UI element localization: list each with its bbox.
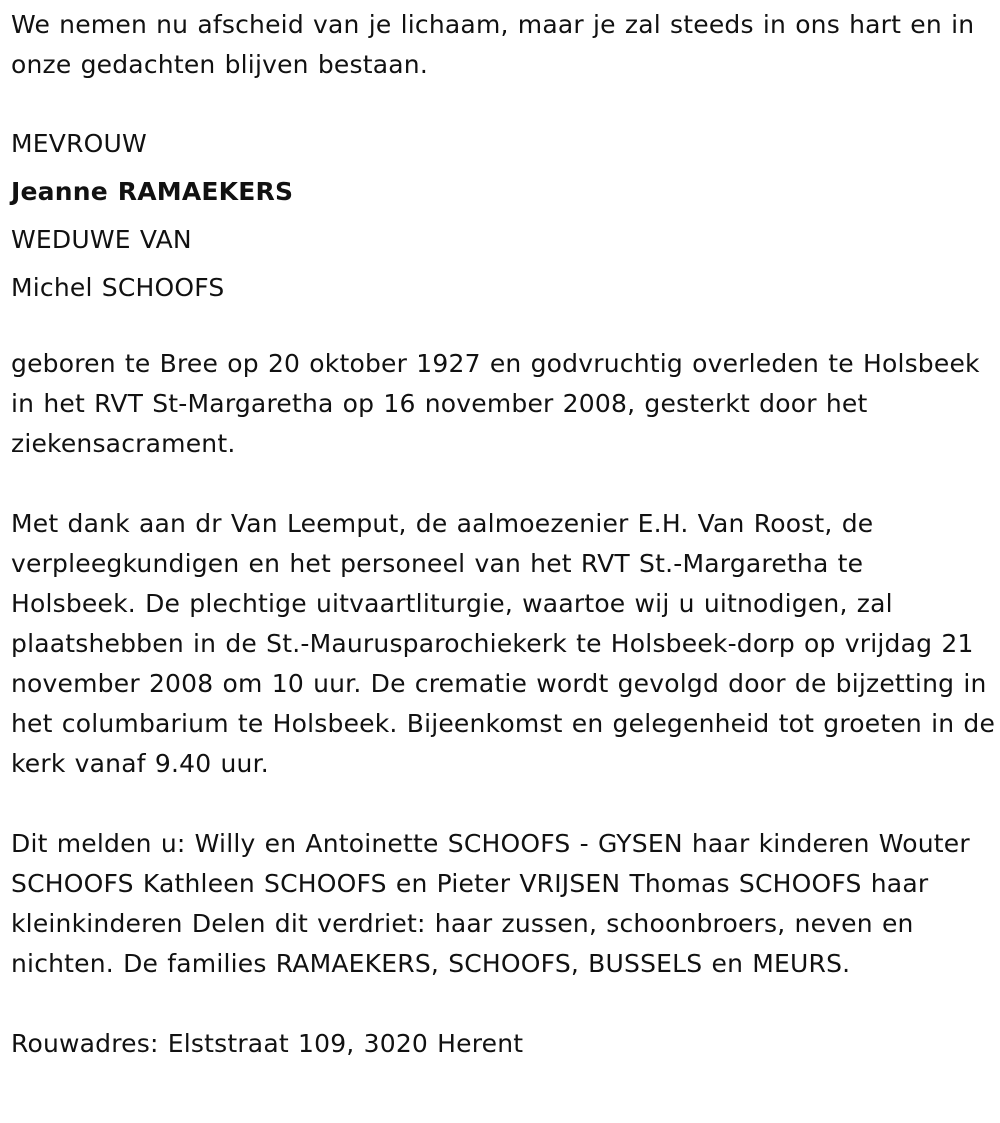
family-paragraph: Dit melden u: Willy en Antoinette SCHOOFS - GYSEN haar kinderen Wouter SCHOOFS Kathleen SCHOOFS en Pieter VRIJSEN Thomas SCHOOFS haar kleinkinderen Delen dit verdriet: haar zussen, schoonbroers, neven en nichten. De families RAMAEKERS, SCHOOFS, BUSSELS en MEURS. bbox=[11, 829, 970, 978]
ceremony-paragraph: Met dank aan dr Van Leemput, de aalmoezenier E.H. Van Roost, de verpleegkundigen en het personeel van het RVT St.-Margaretha te Holsbeek. De plechtige uitvaartliturgie, waartoe wij u uitnodigen, zal plaatshebben in de St.-Maurusparochiekerk te Holsbeek-dorp op vrijdag 21 november 2008 om 10 uur. De crematie wordt gevolgd door de bijzetting in het columbarium te Holsbeek. Bijeenkomst en gelegenheid tot groeten in de kerk vanaf 9.40 uur. bbox=[11, 509, 996, 778]
deceased-header bbox=[11, 120, 996, 312]
birth-death-paragraph: geboren te Bree op 20 oktober 1927 en godvruchtig overleden te Holsbeek in het RVT St-Margaretha op 16 november 2008, gesterkt door het ziekensacrament. bbox=[11, 349, 980, 458]
title-prefix: MEVROUW bbox=[11, 129, 147, 158]
intro-quote: We nemen nu afscheid van je lichaam, maar je zal steeds in ons hart en in onze gedachten blijven bestaan. bbox=[11, 10, 975, 79]
obituary-document bbox=[11, 0, 996, 1064]
spouse-name: Michel SCHOOFS bbox=[11, 273, 225, 302]
widow-of-label: WEDUWE VAN bbox=[11, 225, 192, 254]
mourning-address: Rouwadres: Elststraat 109, 3020 Herent bbox=[11, 1029, 524, 1058]
deceased-name: Jeanne RAMAEKERS bbox=[11, 177, 294, 206]
